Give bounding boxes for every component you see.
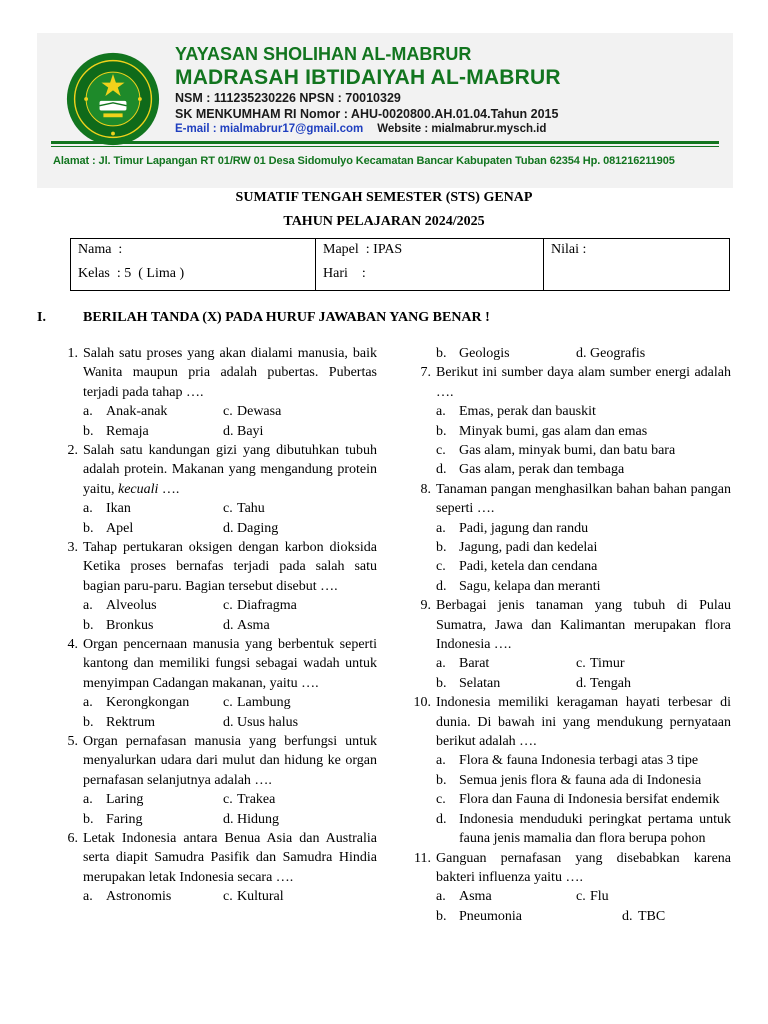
option-text[interactable]: c. (223, 598, 233, 614)
option-letter[interactable]: b. (83, 520, 94, 536)
question-text (83, 441, 377, 499)
options-row (410, 344, 731, 363)
options-row (410, 907, 731, 926)
option-letter[interactable]: b. (436, 675, 447, 691)
option-letter: d. (436, 811, 447, 827)
question-1 (57, 344, 377, 402)
option[interactable] (410, 557, 731, 576)
option-text[interactable]: Dewasa (237, 404, 282, 420)
sk-number: SK MENKUMHAM RI Nomor : AHU-0020800.AH.01.04.Tahun 2015 (175, 107, 559, 121)
options-row (57, 402, 377, 421)
option-text[interactable]: Apel (106, 520, 134, 536)
option-letter[interactable]: b. (83, 423, 94, 439)
option-text[interactable]: Diafragma (237, 598, 297, 614)
kelas-field: Kelas : 5 ( Lima ) (78, 266, 185, 281)
option-text[interactable]: Lambung (237, 695, 291, 711)
option-text[interactable]: d. (223, 423, 234, 439)
question-number: 2. (67, 443, 78, 458)
questions-right-column (410, 344, 731, 926)
option-text[interactable]: Barat (459, 656, 490, 672)
options-row (57, 810, 377, 829)
option-text[interactable]: Alveolus (106, 598, 157, 614)
options-row (57, 499, 377, 518)
option-text: Jagung, padi dan kedelai (459, 540, 598, 556)
option-text: Sagu, kelapa dan meranti (459, 578, 601, 594)
option-text[interactable]: TBC (638, 908, 666, 924)
option[interactable] (410, 441, 731, 460)
option-letter[interactable]: a. (436, 656, 446, 672)
option-text[interactable]: Selatan (459, 675, 501, 691)
letterhead-rule-thick (51, 141, 719, 144)
question-6 (57, 829, 377, 887)
option-text[interactable]: Anak-anak (106, 404, 168, 420)
options-row (57, 887, 377, 906)
nsm-npsn: NSM : 111235230226 NPSN : 70010329 (175, 91, 401, 105)
option-letter[interactable]: a. (83, 404, 93, 420)
question-9 (410, 596, 731, 654)
question-4 (57, 635, 377, 693)
question-10 (410, 693, 731, 751)
exam-year: TAHUN PELAJARAN 2024/2025 (283, 214, 485, 229)
option-letter[interactable]: a. (83, 501, 93, 517)
question-number: 4. (67, 637, 78, 652)
question-11 (410, 849, 731, 888)
option-text: Flora & fauna Indonesia terbagi atas 3 tipe (459, 753, 699, 769)
identity-col-subject (316, 239, 544, 290)
option-text[interactable]: d. (223, 811, 234, 827)
question-text-part: Salah satu kandungan gizi yang dibutuhkan tubuh adalah protein. Makanan yang mengandung protein yaitu, (83, 443, 377, 497)
option-text[interactable]: c. (576, 656, 586, 672)
question-number: 8. (420, 481, 431, 497)
option-letter[interactable]: b. (436, 346, 447, 361)
letterhead (37, 33, 733, 188)
option-text[interactable]: Bayi (237, 423, 264, 439)
options-row (57, 693, 377, 712)
option-text[interactable]: Laring (106, 792, 144, 808)
mapel-field: Mapel : IPAS (323, 242, 403, 257)
option[interactable] (410, 422, 731, 441)
option-letter: c. (436, 792, 446, 808)
option-letter[interactable]: a. (436, 889, 446, 905)
option-text: Emas, perak dan bauskit (459, 404, 596, 420)
option-letter: b. (436, 540, 447, 556)
option[interactable] (410, 538, 731, 557)
option-text[interactable]: Rektrum (106, 714, 155, 730)
option-text: Indonesia menduduki peringkat pertama untuk fauna jenis mamalia dan flora berupa pohon (459, 811, 731, 847)
option[interactable] (410, 771, 731, 790)
option-text[interactable]: Trakea (237, 792, 276, 808)
nilai-field: Nilai : (551, 242, 587, 257)
exam-title: SUMATIF TENGAH SEMESTER (STS) GENAP (235, 190, 533, 205)
question-number: 1. (67, 346, 78, 361)
option-letter: d. (436, 462, 447, 478)
option-text[interactable]: c. (223, 695, 233, 711)
option-text: Flora dan Fauna di Indonesia bersifat endemik (459, 792, 720, 808)
options-row (57, 422, 377, 441)
option[interactable] (410, 751, 731, 770)
question-5 (57, 732, 377, 790)
option-text: Gas alam, minyak bumi, dan batu bara (459, 443, 676, 459)
letterhead-rule-thin (51, 146, 719, 147)
section-number: I. (37, 310, 46, 325)
question-number: 3. (67, 540, 78, 555)
option-letter[interactable]: a. (83, 889, 93, 905)
option-text[interactable]: Pneumonia (459, 908, 522, 924)
question-emphasis: kecuali (118, 481, 159, 497)
options-row (57, 616, 377, 635)
option-text[interactable]: Hidung (237, 811, 279, 827)
option[interactable] (410, 460, 731, 479)
option-text[interactable]: d. (622, 908, 633, 924)
identity-col-score (544, 239, 729, 290)
question-number: 11. (414, 850, 431, 866)
option-text[interactable]: Ikan (106, 501, 131, 517)
option-text[interactable]: c. (223, 792, 233, 808)
question-number: 5. (67, 734, 78, 749)
option[interactable] (410, 402, 731, 421)
option-letter[interactable]: b. (83, 714, 94, 730)
question-text: Letak Indonesia antara Benua Asia dan Australia serta diapit Samudra Pasifik dan Samudra Hindia merupakan letak Indonesia secara …. (83, 831, 377, 885)
option[interactable] (410, 577, 731, 596)
options-row (57, 519, 377, 538)
question-text: Indonesia memiliki keragaman hayati terbesar di dunia. Di bawah ini yang mendukung pernyataan berikut adalah …. (436, 695, 731, 750)
options-row (57, 790, 377, 809)
option-text[interactable]: Asma (237, 617, 270, 633)
question-number: 9. (420, 598, 431, 614)
section-instruction: BERILAH TANDA (X) PADA HURUF JAWABAN YANG BENAR ! (83, 310, 490, 325)
question-text: Ganguan pernafasan yang disebabkan karena bakteri influenza yaitu …. (436, 850, 731, 885)
option-text[interactable]: Kultural (237, 889, 284, 905)
option-text: Gas alam, perak dan tembaga (459, 462, 625, 478)
section-heading (37, 310, 490, 326)
contact-line (175, 122, 561, 137)
option-letter: b. (436, 423, 447, 439)
question-text: Berikut ini sumber daya alam sumber energi adalah …. (436, 365, 731, 400)
question-number: 7. (420, 365, 431, 381)
option-text[interactable]: d. (223, 714, 234, 730)
option-text: Minyak bumi, gas alam dan emas (459, 423, 648, 439)
option-text[interactable]: Geologis (459, 346, 510, 361)
option-text[interactable]: Asma (459, 889, 492, 905)
option-text: Semua jenis flora & fauna ada di Indonesia (459, 772, 702, 788)
option-letter: d. (436, 578, 447, 594)
identity-table (70, 238, 730, 291)
option[interactable] (410, 810, 731, 849)
option-text[interactable]: d. (223, 520, 234, 536)
option-text[interactable]: Bronkus (106, 617, 154, 633)
option-letter[interactable]: b. (83, 811, 94, 827)
option-text: Padi, jagung dan randu (459, 520, 589, 536)
option-letter: a. (436, 753, 446, 769)
option-text[interactable]: Remaja (106, 423, 149, 439)
foundation-name: YAYASAN SHOLIHAN AL-MABRUR (175, 44, 472, 64)
option-text[interactable]: d. (223, 617, 234, 633)
option-text[interactable]: Kerongkongan (106, 695, 190, 711)
school-logo-icon (65, 51, 161, 147)
option-letter[interactable]: a. (83, 695, 93, 711)
question-text: Tahap pertukaran oksigen dengan karbon dioksida Ketika proses bernafas terjadi pada salah satu bagian paru-paru. Bagian tersebut disebut …. (83, 540, 377, 594)
option-letter: a. (436, 520, 446, 536)
questions-left-column (57, 344, 377, 907)
question-text: Organ pernafasan manusia yang berfungsi untuk menyalurkan udara dari mulut dan hidung ke organ pernafasan selanjutnya adalah …. (83, 734, 377, 788)
option-text[interactable]: Tengah (590, 675, 632, 691)
option-letter: b. (436, 772, 447, 788)
option-text[interactable]: c. (576, 889, 586, 905)
options-row (410, 674, 731, 693)
hari-field: Hari : (323, 266, 366, 281)
option-text[interactable]: Daging (237, 520, 279, 536)
option-text[interactable]: Usus halus (237, 714, 299, 730)
option-letter: a. (436, 404, 446, 420)
option-text[interactable]: d. (576, 346, 587, 361)
option-letter[interactable]: a. (83, 598, 93, 614)
identity-col-student (71, 239, 316, 290)
question-8 (410, 480, 731, 519)
options-row (57, 713, 377, 732)
options-row (410, 887, 731, 906)
question-number: 6. (67, 831, 78, 846)
question-text-part: …. (158, 481, 180, 497)
option-letter[interactable]: b. (436, 908, 447, 924)
option-letter[interactable]: a. (83, 792, 93, 808)
school-name: MADRASAH IBTIDAIYAH AL-MABRUR (175, 66, 561, 89)
nama-field: Nama : (78, 242, 123, 257)
question-2 (57, 441, 377, 499)
option-text[interactable]: c. (223, 404, 233, 420)
question-text: Tanaman pangan menghasilkan bahan bahan pangan seperti …. (436, 481, 731, 517)
question-text: Berbagai jenis tanaman yang tubuh di Pulau Sumatra, Jawa dan Kalimantan merupakan flora Indonesia …. (436, 598, 731, 653)
option-text: Padi, ketela dan cendana (459, 559, 598, 575)
options-row (57, 596, 377, 615)
option-letter: c. (436, 559, 446, 575)
option-text[interactable]: c. (223, 889, 233, 905)
letterhead-text (175, 43, 561, 137)
question-text: Salah satu proses yang akan dialami manusia, baik Wanita maupun pria adalah pubertas. Pubertas terjadi pada tahap …. (83, 346, 377, 400)
option-letter[interactable]: b. (83, 617, 94, 633)
option-text[interactable]: Astronomis (106, 889, 172, 905)
option[interactable] (410, 519, 731, 538)
address: Alamat : Jl. Timur Lapangan RT 01/RW 01 Desa Sidomulyo Kecamatan Bancar Kabupaten Tuban 62354 Hp. 081216211905 (53, 155, 675, 167)
website-text: Website : mialmabrur.mysch.id (377, 123, 547, 135)
options-row (410, 654, 731, 673)
option-letter: c. (436, 443, 446, 459)
option-text[interactable]: Timur (590, 656, 625, 672)
question-number: 10. (413, 695, 431, 711)
question-3 (57, 538, 377, 596)
question-text: Organ pencernaan manusia yang berbentuk seperti kantong dan memiliki fungsi sebagai wadah untuk menyimpan Cadangan makanan, yaitu …. (83, 637, 377, 691)
question-7 (410, 363, 731, 402)
option-text[interactable]: Faring (106, 811, 143, 827)
option-text[interactable]: Geografis (590, 346, 646, 361)
option-text[interactable]: Flu (590, 889, 609, 905)
option-text[interactable]: Tahu (237, 501, 265, 517)
option[interactable] (410, 790, 731, 809)
option-text[interactable]: c. (223, 501, 233, 517)
email-text: E-mail : mialmabrur17@gmail.com (175, 123, 364, 135)
option-text[interactable]: d. (576, 675, 587, 691)
